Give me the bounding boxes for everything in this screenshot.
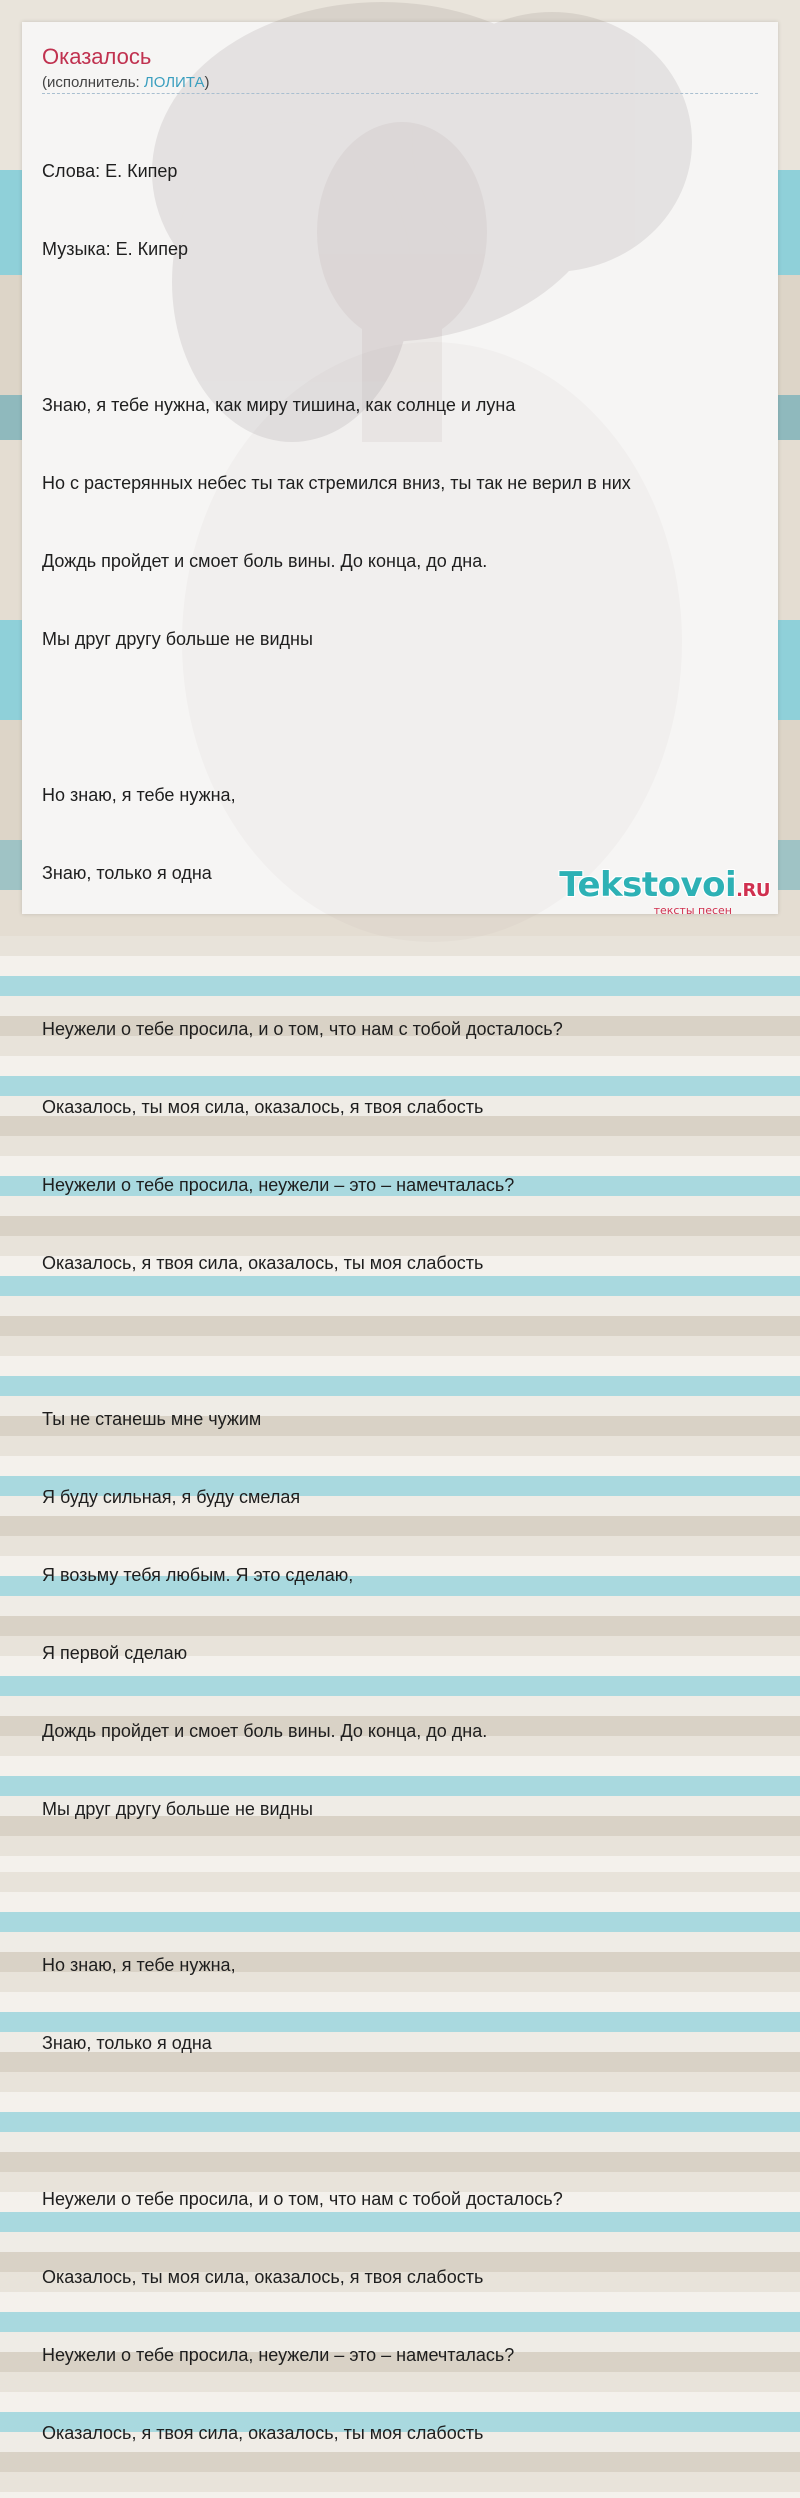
lyric-line: Дождь пройдет и смоет боль вины. До конца, до дна.: [42, 1721, 488, 1741]
lyric-line: [42, 2108, 758, 2134]
lyric-line: Дождь пройдет и смоет боль вины. До конца, до дна.: [42, 551, 488, 571]
lyrics-card: [22, 22, 778, 2443]
lyric-line: Неужели о тебе просила, и о том, что нам с тобой досталось?: [42, 1019, 563, 1039]
logo-tld: .RU: [736, 880, 770, 901]
artist-prefix: (исполнитель:: [42, 74, 144, 91]
lyric-line: Я буду сильная, я буду смелая: [42, 1487, 301, 1507]
logo-tagline: тексты песен: [653, 904, 732, 917]
lyric-line: Мы друг другу больше не видны: [42, 1799, 313, 1819]
lyric-line: [42, 1874, 758, 1900]
lyric-line: Оказалось, я твоя сила, оказалось, ты моя слабость: [42, 1253, 484, 1273]
lyric-line: [42, 314, 758, 340]
lyric-line: Мы друг другу больше не видны: [42, 629, 313, 649]
lyric-line: Но знаю, я тебе нужна,: [42, 1955, 236, 1975]
lyric-line: Оказалось, ты моя сила, оказалось, я твоя слабость: [42, 1097, 484, 1117]
lyric-line: Оказалось, я твоя сила, оказалось, ты моя слабость: [42, 2423, 484, 2443]
lyric-line: Оказалось, ты моя сила, оказалось, я твоя слабость: [42, 2267, 484, 2287]
lyric-line: Музыка: Е. Кипер: [42, 239, 188, 259]
lyric-line: Но с растерянных небес ты так стремился вниз, ты так не верил в них: [42, 473, 631, 493]
lyric-line: Но знаю, я тебе нужна,: [42, 785, 236, 805]
lyric-line: [42, 938, 758, 964]
lyric-line: Знаю, только я одна: [42, 2033, 212, 2053]
lyric-line: Знаю, только я одна: [42, 863, 212, 883]
lyric-line: Неужели о тебе просила, неужели – это – намечталась?: [42, 1175, 515, 1195]
lyric-line: Слова: Е. Кипер: [42, 161, 178, 181]
lyrics-body: [42, 106, 758, 2498]
lyric-line: Я возьму тебя любым. Я это сделаю,: [42, 1565, 354, 1585]
lyric-line: Ты не станешь мне чужим: [42, 1409, 262, 1429]
lyric-line: [42, 1328, 758, 1354]
logo-main-text: Tekstovoi: [559, 865, 737, 905]
lyric-line: Я первой сделаю: [42, 1643, 188, 1663]
lyric-line: [42, 704, 758, 730]
lyric-line: Неужели о тебе просила, и о том, что нам с тобой досталось?: [42, 2189, 563, 2209]
lyric-line: Знаю, я тебе нужна, как миру тишина, как солнце и луна: [42, 395, 516, 415]
lyrics-content: [22, 22, 778, 2443]
lyric-line: Неужели о тебе просила, неужели – это – намечталась?: [42, 2345, 515, 2365]
artist-line: [42, 74, 210, 91]
artist-link[interactable]: ЛОЛИТА: [143, 74, 205, 91]
site-logo[interactable]: [559, 865, 770, 917]
header-divider: [42, 93, 758, 94]
artist-suffix: ): [204, 74, 210, 91]
song-title: Оказалось: [42, 44, 152, 69]
